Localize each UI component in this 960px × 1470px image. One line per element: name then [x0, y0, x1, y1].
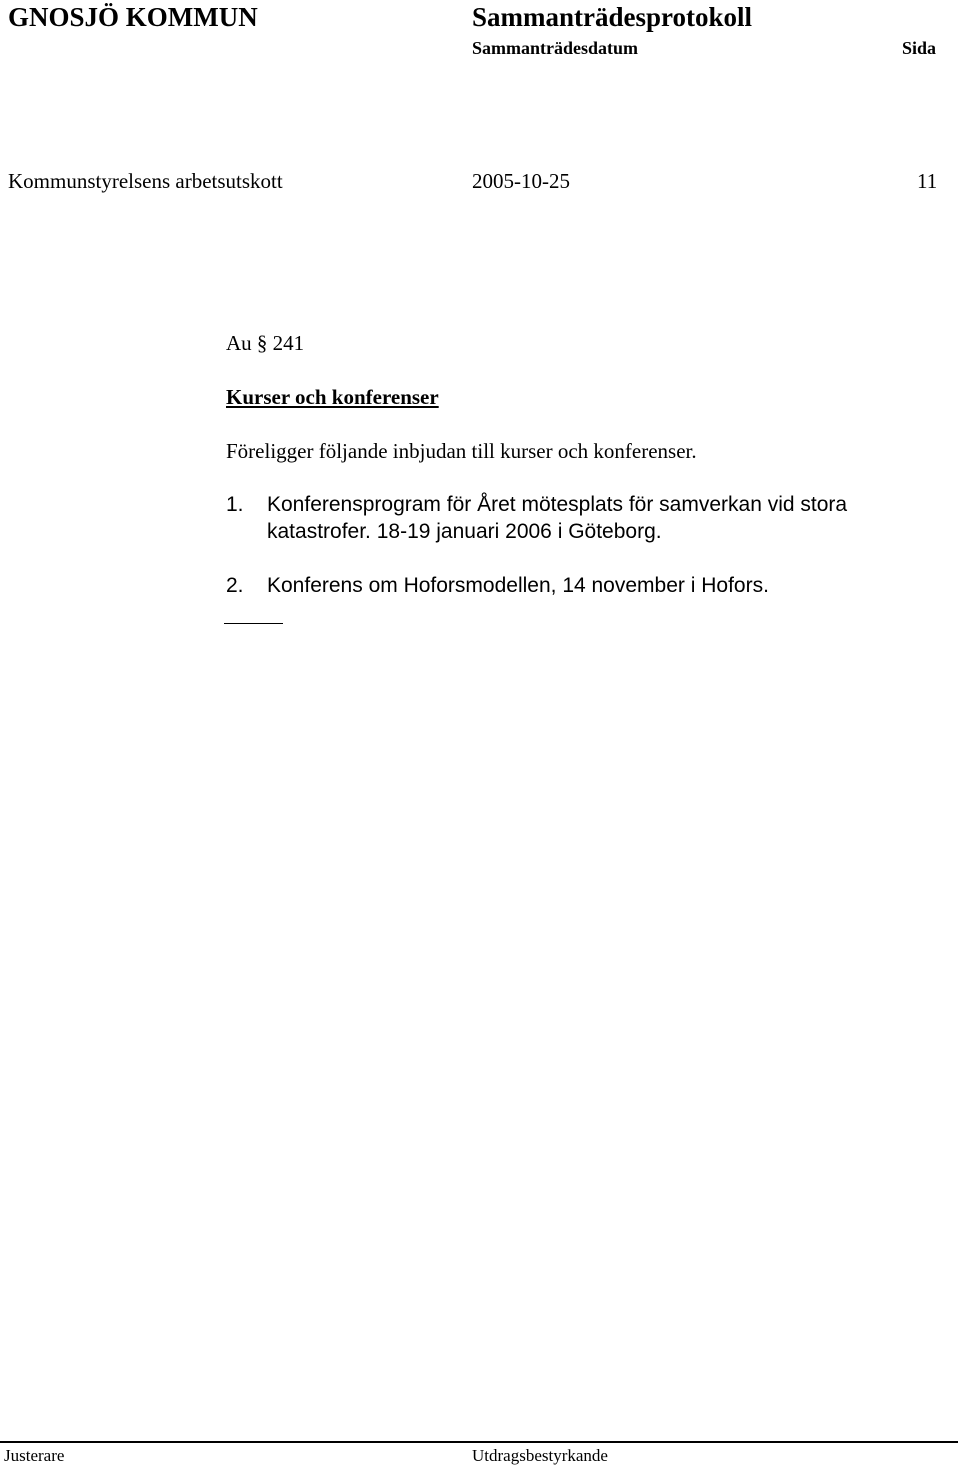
footer-divider: [0, 1441, 958, 1443]
meeting-date-label: Sammanträdesdatum: [472, 38, 639, 58]
meeting-date: 2005-10-25: [472, 169, 570, 193]
section-intro: Föreligger följande inbjudan till kurser och konferenser.: [226, 439, 697, 463]
document-title: Sammanträdesprotokoll: [472, 2, 753, 32]
list-item-number: 2.: [226, 574, 244, 597]
footer-certification-label: Utdragsbestyrkande: [472, 1446, 608, 1465]
section-reference: Au § 241: [226, 331, 305, 355]
page-number: 11: [917, 169, 938, 193]
section-heading: Kurser och konferenser: [226, 385, 439, 409]
committee-name: Kommunstyrelsens arbetsutskott: [8, 169, 283, 193]
list-item-text: Konferensprogram för Året mötesplats för samverkan vid stora: [267, 493, 848, 516]
footer-adjuster-label: Justerare: [4, 1446, 65, 1465]
list-item-number: 1.: [226, 493, 244, 516]
list-item-text-continued: katastrofer. 18-19 januari 2006 i Göteborg.: [267, 520, 662, 543]
list-item-text: Konferens om Hoforsmodellen, 14 november i Hofors.: [267, 574, 769, 597]
section-end-rule: [224, 623, 283, 624]
municipality-name: GNOSJÖ KOMMUN: [8, 2, 258, 32]
page-label: Sida: [902, 38, 937, 58]
